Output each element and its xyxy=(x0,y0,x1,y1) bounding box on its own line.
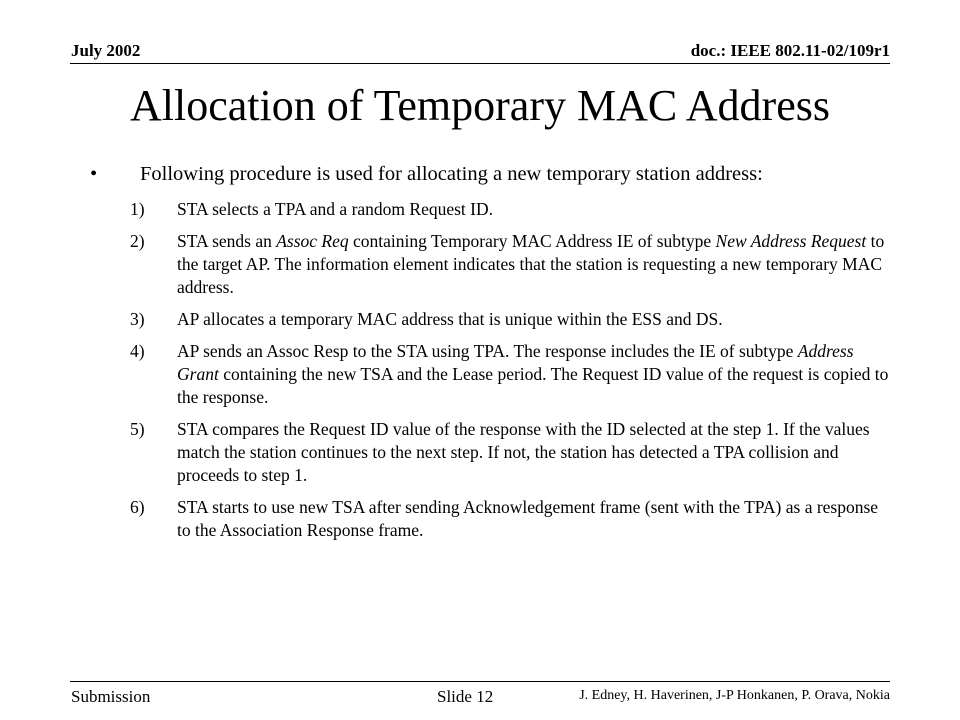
header-doc-id: doc.: IEEE 802.11-02/109r1 xyxy=(690,41,890,60)
step-text xyxy=(177,230,890,299)
step-text-run: STA starts to use new TSA after sending Acknowledgement frame (sent with the TPA) as a response to the Association Response frame. xyxy=(177,497,879,540)
numbered-step-list xyxy=(130,198,890,551)
step-text-run: AP sends an Assoc Resp to the STA using TPA. The response includes the IE of subtype xyxy=(177,341,798,361)
step-text xyxy=(177,496,890,542)
step-text-italic: New Address Request xyxy=(715,231,867,251)
step-item xyxy=(130,308,890,331)
step-number: 6) xyxy=(130,497,145,517)
step-text-run: STA selects a TPA and a random Request ID. xyxy=(177,199,493,219)
step-item xyxy=(130,418,890,487)
step-text-run: containing the new TSA and the Lease period. The Request ID value of the request is copied to the response. xyxy=(177,364,889,407)
footer-submission: Submission xyxy=(71,687,151,706)
step-text-run: STA sends an xyxy=(177,231,277,251)
step-text xyxy=(177,198,890,221)
bullet-marker: • xyxy=(90,163,98,185)
footer-slide-number: Slide 12 xyxy=(437,687,494,706)
step-text-italic: Address Grant xyxy=(177,341,854,384)
step-number: 3) xyxy=(130,309,145,329)
step-text-run: containing Temporary MAC Address IE of subtype xyxy=(348,231,716,251)
step-number: 1) xyxy=(130,199,145,219)
header-date: July 2002 xyxy=(71,41,141,60)
bullet-text: Following procedure is used for allocating a new temporary station address: xyxy=(140,163,763,185)
footer-divider xyxy=(70,681,890,682)
step-number: 5) xyxy=(130,419,145,439)
slide-title: Allocation of Temporary MAC Address xyxy=(129,81,830,130)
footer-authors: J. Edney, H. Haverinen, J-P Honkanen, P. Orava, Nokia xyxy=(579,688,890,703)
step-text-italic: Assoc Req xyxy=(276,231,349,251)
step-text-run: STA compares the Request ID value of the response with the ID selected at the step 1. If the values match the station continues to the next step. If not, the station has detected a TPA collision and proceeds to step 1. xyxy=(177,419,870,485)
step-text-run: AP allocates a temporary MAC address that is unique within the ESS and DS. xyxy=(177,309,723,329)
header-divider xyxy=(70,63,890,64)
step-number: 2) xyxy=(130,231,145,251)
step-text-run: to the target AP. The information element indicates that the station is requesting a new temporary MAC address. xyxy=(177,231,885,297)
step-text xyxy=(177,340,890,409)
step-text xyxy=(177,308,890,331)
step-item xyxy=(130,496,890,542)
step-number: 4) xyxy=(130,341,145,361)
step-item xyxy=(130,340,890,409)
step-item xyxy=(130,198,890,221)
step-text xyxy=(177,418,890,487)
step-item xyxy=(130,230,890,299)
